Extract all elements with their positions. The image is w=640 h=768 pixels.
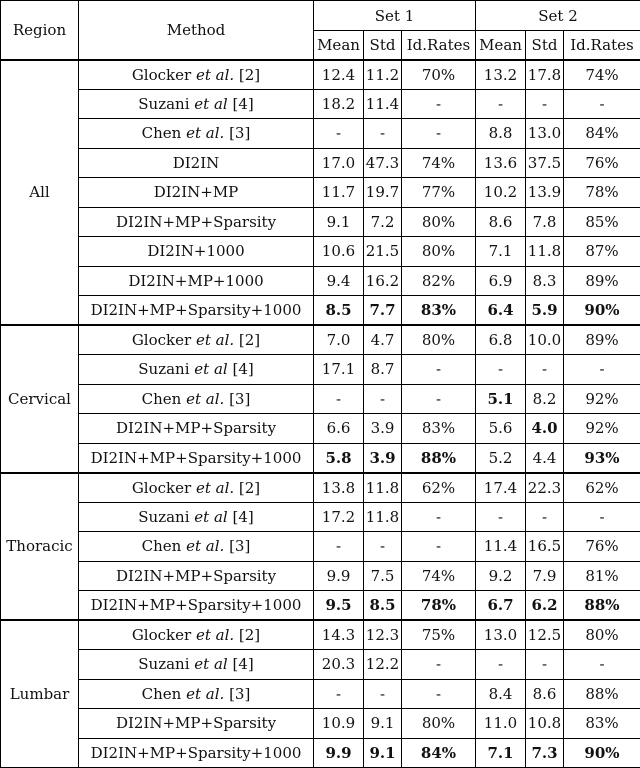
table-row [1,473,640,503]
table-row [1,502,640,532]
method-etal: et al [190,95,228,113]
value-cell: 17.8 [526,60,564,90]
value-cell: - [526,89,564,119]
method-name: DI2IN+MP+Sparsity+1000 [91,744,302,762]
value-cell: - [364,679,402,709]
value-cell: - [402,355,476,385]
value-cell: 16.5 [526,532,564,562]
method-name: DI2IN+1000 [147,242,244,260]
method-citation: [2] [234,331,260,349]
value-cell: 6.7 [476,591,526,621]
value-cell: 83% [402,296,476,326]
method-cell [79,738,314,768]
value-cell: - [476,502,526,532]
header-set1-idrates: Id.Rates [402,31,476,60]
value-cell: 9.1 [364,709,402,739]
table-row [1,266,640,296]
method-citation: [4] [228,95,254,113]
table-row [1,738,640,768]
method-name: DI2IN+MP+Sparsity+1000 [91,301,302,319]
value-cell: 92% [564,414,640,444]
method-name: Suzani [138,360,189,378]
method-etal: et al. [191,479,234,497]
value-cell: 80% [402,237,476,267]
value-cell: 74% [402,148,476,178]
value-cell: 9.5 [314,591,364,621]
value-cell: 8.6 [476,207,526,237]
value-cell: 5.8 [314,443,364,473]
value-cell: 8.2 [526,384,564,414]
value-cell: 13.0 [476,620,526,650]
value-cell: - [402,502,476,532]
value-cell: 9.9 [314,738,364,768]
value-cell: 20.3 [314,650,364,680]
method-etal: et al. [181,390,224,408]
method-citation: [2] [234,626,260,644]
method-cell [79,502,314,532]
table-row [1,178,640,208]
method-name: DI2IN+MP+Sparsity+1000 [91,596,302,614]
table-row [1,237,640,267]
method-citation: [3] [224,537,250,555]
table-row [1,325,640,355]
method-citation: [3] [224,124,250,142]
value-cell: 84% [564,119,640,149]
value-cell: 92% [564,384,640,414]
value-cell: - [476,89,526,119]
method-etal: et al [190,508,228,526]
value-cell: 74% [564,60,640,90]
value-cell: 11.2 [364,60,402,90]
value-cell: 8.5 [314,296,364,326]
table-row [1,207,640,237]
method-etal: et al. [181,685,224,703]
value-cell: 19.7 [364,178,402,208]
value-cell: 7.8 [526,207,564,237]
value-cell: 62% [402,473,476,503]
value-cell: 13.8 [314,473,364,503]
value-cell: - [402,650,476,680]
header-region: Region [1,1,79,60]
value-cell: 9.4 [314,266,364,296]
value-cell: 6.8 [476,325,526,355]
method-cell [79,207,314,237]
value-cell: 90% [564,296,640,326]
method-name: Chen [142,685,182,703]
method-cell [79,473,314,503]
table-row [1,620,640,650]
value-cell: 22.3 [526,473,564,503]
region-cell: Thoracic [1,473,79,621]
method-etal: et al [190,360,228,378]
value-cell: 6.9 [476,266,526,296]
value-cell: 70% [402,60,476,90]
value-cell: 80% [402,325,476,355]
value-cell: 13.0 [526,119,564,149]
method-citation: [2] [234,479,260,497]
value-cell: 7.1 [476,237,526,267]
value-cell: 83% [564,709,640,739]
method-name: DI2IN+MP+Sparsity [116,213,276,231]
value-cell: 84% [402,738,476,768]
value-cell: - [314,679,364,709]
value-cell: - [314,384,364,414]
method-cell [79,679,314,709]
method-name: DI2IN+MP+Sparsity+1000 [91,449,302,467]
value-cell: 8.8 [476,119,526,149]
value-cell: - [364,384,402,414]
method-citation: [4] [228,655,254,673]
value-cell: - [402,384,476,414]
table-row [1,650,640,680]
value-cell: 17.1 [314,355,364,385]
method-cell [79,266,314,296]
table-row [1,591,640,621]
method-cell [79,650,314,680]
value-cell: 8.7 [364,355,402,385]
value-cell: 21.5 [364,237,402,267]
value-cell: 7.0 [314,325,364,355]
value-cell: - [476,355,526,385]
value-cell: 75% [402,620,476,650]
table-row [1,148,640,178]
value-cell: - [402,89,476,119]
table-row [1,679,640,709]
value-cell: 7.7 [364,296,402,326]
table-body [1,60,640,768]
value-cell: - [526,502,564,532]
value-cell: 10.9 [314,709,364,739]
method-name: Suzani [138,508,189,526]
region-cell: Lumbar [1,620,79,768]
value-cell: 11.8 [364,502,402,532]
method-cell [79,89,314,119]
table-row [1,532,640,562]
value-cell: 18.2 [314,89,364,119]
table-row [1,414,640,444]
value-cell: 78% [564,178,640,208]
value-cell: 5.1 [476,384,526,414]
value-cell: 78% [402,591,476,621]
value-cell: 4.7 [364,325,402,355]
method-etal: et al. [191,626,234,644]
value-cell: 83% [402,414,476,444]
value-cell: 80% [402,709,476,739]
value-cell: - [564,502,640,532]
method-cell [79,709,314,739]
value-cell: 9.1 [314,207,364,237]
method-etal: et al. [191,66,234,84]
method-name: Glocker [132,479,191,497]
value-cell: 7.9 [526,561,564,591]
value-cell: 76% [564,148,640,178]
value-cell: - [476,650,526,680]
method-citation: [3] [224,390,250,408]
value-cell: 80% [564,620,640,650]
value-cell: 12.4 [314,60,364,90]
value-cell: - [526,650,564,680]
value-cell: - [526,355,564,385]
method-name: Chen [142,124,182,142]
value-cell: - [402,679,476,709]
header-set1: Set 1 [314,1,476,31]
value-cell: 12.3 [364,620,402,650]
value-cell: 13.2 [476,60,526,90]
value-cell: 11.4 [476,532,526,562]
region-cell: All [1,60,79,326]
value-cell: 8.3 [526,266,564,296]
value-cell: 5.9 [526,296,564,326]
value-cell: 14.3 [314,620,364,650]
method-cell [79,148,314,178]
method-cell [79,561,314,591]
value-cell: 87% [564,237,640,267]
value-cell: 3.9 [364,443,402,473]
method-cell [79,60,314,90]
value-cell: 10.8 [526,709,564,739]
value-cell: - [402,119,476,149]
value-cell: 12.2 [364,650,402,680]
method-name: Glocker [132,66,191,84]
method-etal: et al [190,655,228,673]
value-cell: - [314,532,364,562]
method-etal: et al. [191,331,234,349]
value-cell: 89% [564,266,640,296]
value-cell: - [564,355,640,385]
header-set2: Set 2 [476,1,640,31]
value-cell: 74% [402,561,476,591]
value-cell: - [402,532,476,562]
value-cell: 10.6 [314,237,364,267]
value-cell: 7.2 [364,207,402,237]
table-row [1,384,640,414]
value-cell: 85% [564,207,640,237]
value-cell: 7.5 [364,561,402,591]
value-cell: 11.8 [526,237,564,267]
method-name: DI2IN+MP+1000 [128,272,263,290]
header-set2-std: Std [526,31,564,60]
value-cell: 37.5 [526,148,564,178]
value-cell: - [364,532,402,562]
method-cell [79,384,314,414]
value-cell: 10.0 [526,325,564,355]
method-name: Suzani [138,95,189,113]
method-name: DI2IN [173,154,220,172]
header-set2-idrates: Id.Rates [564,31,640,60]
table-row [1,89,640,119]
method-etal: et al. [181,537,224,555]
value-cell: 3.9 [364,414,402,444]
value-cell: 12.5 [526,620,564,650]
method-citation: [4] [228,508,254,526]
value-cell: - [564,89,640,119]
method-cell [79,325,314,355]
method-cell [79,119,314,149]
value-cell: 4.0 [526,414,564,444]
value-cell: 11.7 [314,178,364,208]
method-cell [79,414,314,444]
header-method: Method [79,1,314,60]
method-cell [79,296,314,326]
method-name: Chen [142,537,182,555]
value-cell: 11.0 [476,709,526,739]
value-cell: - [564,650,640,680]
value-cell: 9.9 [314,561,364,591]
method-name: Glocker [132,626,191,644]
value-cell: 6.4 [476,296,526,326]
header-set1-std: Std [364,31,402,60]
value-cell: 89% [564,325,640,355]
header-set1-mean: Mean [314,31,364,60]
value-cell: 13.9 [526,178,564,208]
value-cell: 9.1 [364,738,402,768]
value-cell: 9.2 [476,561,526,591]
table-row [1,709,640,739]
value-cell: 10.2 [476,178,526,208]
method-name: DI2IN+MP [154,183,239,201]
value-cell: 8.6 [526,679,564,709]
method-name: DI2IN+MP+Sparsity [116,714,276,732]
value-cell: 90% [564,738,640,768]
value-cell: 7.3 [526,738,564,768]
value-cell: - [314,119,364,149]
value-cell: 47.3 [364,148,402,178]
method-citation: [2] [234,66,260,84]
value-cell: 88% [564,679,640,709]
value-cell: 8.4 [476,679,526,709]
value-cell: 81% [564,561,640,591]
method-cell [79,355,314,385]
value-cell: 88% [564,591,640,621]
value-cell: 17.2 [314,502,364,532]
value-cell: 6.6 [314,414,364,444]
value-cell: 7.1 [476,738,526,768]
value-cell: 80% [402,207,476,237]
value-cell: 11.8 [364,473,402,503]
region-cell: Cervical [1,325,79,473]
value-cell: 5.6 [476,414,526,444]
value-cell: 82% [402,266,476,296]
method-name: Suzani [138,655,189,673]
value-cell: 8.5 [364,591,402,621]
value-cell: 88% [402,443,476,473]
method-cell [79,178,314,208]
table-row [1,355,640,385]
value-cell: - [364,119,402,149]
table-row [1,60,640,90]
table-row [1,119,640,149]
value-cell: 76% [564,532,640,562]
table-row [1,443,640,473]
method-etal: et al. [181,124,224,142]
value-cell: 16.2 [364,266,402,296]
method-name: DI2IN+MP+Sparsity [116,567,276,585]
method-cell [79,532,314,562]
value-cell: 77% [402,178,476,208]
method-name: Glocker [132,331,191,349]
value-cell: 6.2 [526,591,564,621]
method-cell [79,237,314,267]
method-citation: [4] [228,360,254,378]
value-cell: 13.6 [476,148,526,178]
table-row [1,561,640,591]
method-citation: [3] [224,685,250,703]
value-cell: 17.0 [314,148,364,178]
method-name: DI2IN+MP+Sparsity [116,419,276,437]
header-set2-mean: Mean [476,31,526,60]
value-cell: 17.4 [476,473,526,503]
method-cell [79,591,314,621]
method-cell [79,620,314,650]
value-cell: 62% [564,473,640,503]
method-cell [79,443,314,473]
value-cell: 5.2 [476,443,526,473]
method-name: Chen [142,390,182,408]
value-cell: 4.4 [526,443,564,473]
table-row [1,296,640,326]
value-cell: 11.4 [364,89,402,119]
value-cell: 93% [564,443,640,473]
